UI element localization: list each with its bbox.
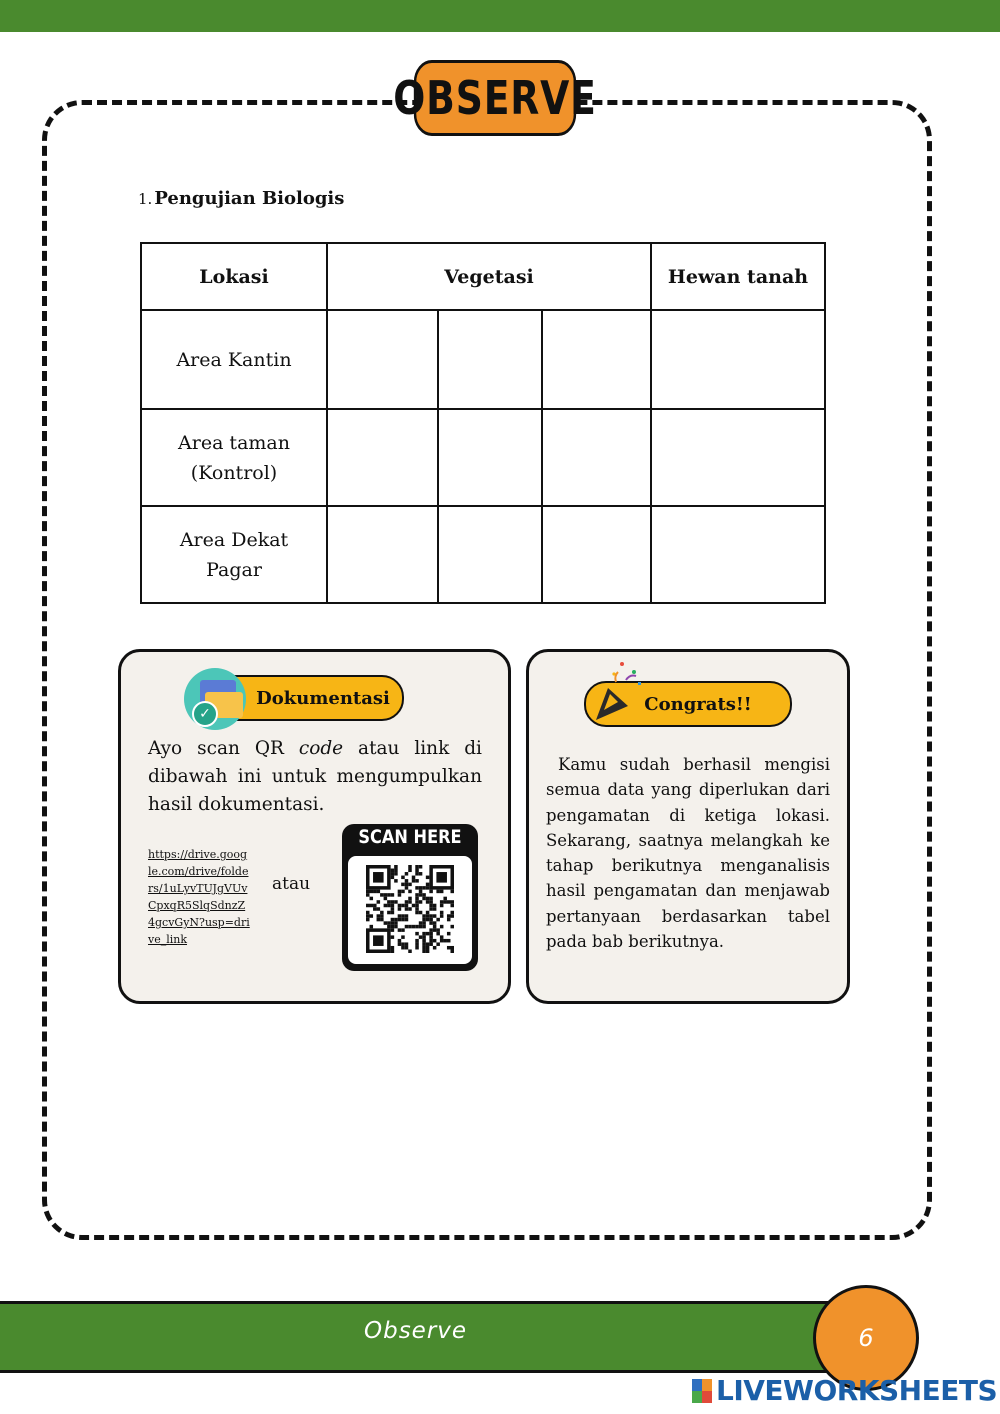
section-number: 1. [138,190,153,208]
hewan-tanah-cell[interactable] [651,409,825,506]
table-row [141,310,825,409]
dok-text-italic: code [298,738,344,759]
dokumentasi-text [148,735,482,819]
row-location-line1: Area Dekat [179,528,289,551]
qr-code-icon [366,865,454,953]
party-popper-icon [592,660,648,724]
row-location-line1: Area Kantin [176,348,292,371]
liveworksheets-watermark [692,1374,997,1407]
vegetasi-cell[interactable] [438,310,542,409]
vegetasi-cell[interactable] [542,310,651,409]
row-location [141,506,327,603]
congrats-title: Congrats!! [584,681,792,727]
top-green-bar [0,0,1000,32]
vegetasi-cell[interactable] [438,409,542,506]
row-location [141,310,327,409]
header-hewan-tanah: Hewan tanah [651,243,825,310]
footer-title: Observe [364,1318,468,1344]
observe-badge: OBSERVE [414,60,576,136]
hewan-tanah-cell[interactable] [651,310,825,409]
liveworksheets-logo-icon [692,1379,712,1403]
liveworksheets-text: LIVEWORKSHEETS [716,1374,998,1407]
section-title-text: Pengujian Biologis [154,188,345,209]
table-row [141,409,825,506]
row-location [141,409,327,506]
table-row [141,506,825,603]
vegetasi-cell[interactable] [327,310,438,409]
vegetasi-cell[interactable] [438,506,542,603]
section-title [138,188,344,209]
row-location-line1: Area taman [178,431,290,454]
header-lokasi: Lokasi [141,243,327,310]
header-vegetasi: Vegetasi [327,243,651,310]
dokumentasi-title: Dokumentasi [212,675,404,721]
congrats-text: Kamu sudah berhasil mengisi semua data yang diperlukan dari pengamatan di ketiga lokasi. Sekarang, saatnya melangkah ke tahap berikutnya menganalisis hasil pengamatan dan menjawab pertanyaan berdasarkan tabel pada bab berikutnya. [546,755,830,952]
page-number: 6 [813,1285,919,1391]
or-label: atau [272,874,311,894]
row-location-line2: Pagar [206,558,262,581]
observation-table [140,242,826,604]
drive-link[interactable]: https://drive.google.com/drive/folders/1uLyvTUJgVUvCpxqR5SlqSdnzZ4gcvGyN?usp=drive_link [148,848,250,946]
dok-text-part: atau link di dibawah ini untuk mengumpulkan hasil dokumentasi. [148,738,482,815]
vegetasi-cell[interactable] [542,506,651,603]
qr-code-panel[interactable] [342,824,478,971]
dok-text-part: Ayo scan QR [148,738,299,759]
hewan-tanah-cell[interactable] [651,506,825,603]
scan-here-label: SCAN HERE [358,826,462,848]
row-location-line2: (Kontrol) [190,461,278,484]
qr-box [348,856,472,964]
table-header-row [141,243,825,310]
vegetasi-cell[interactable] [327,409,438,506]
vegetasi-cell[interactable] [542,409,651,506]
vegetasi-cell[interactable] [327,506,438,603]
check-icon: ✓ [192,701,218,727]
